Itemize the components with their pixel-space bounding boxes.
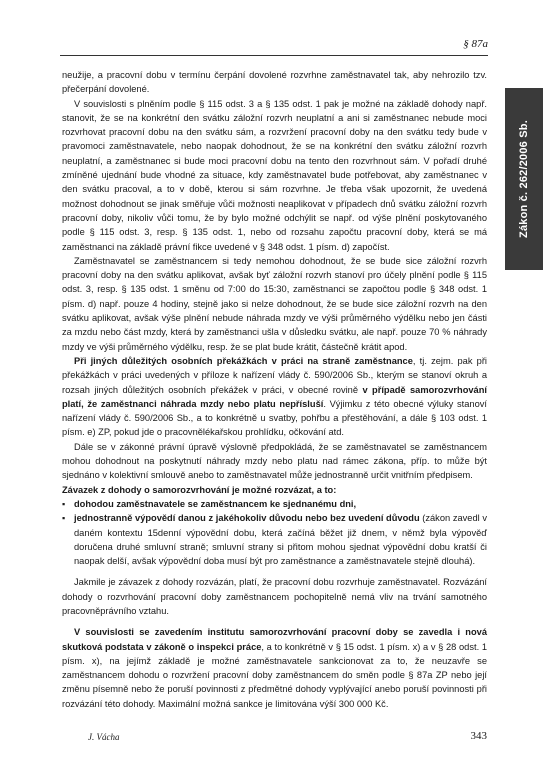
emphasis: Závazek z dohody o samorozvrhování je možné rozvázat, a to:: [62, 484, 337, 495]
list-item: [62, 497, 487, 511]
section-reference: § 87a: [463, 38, 488, 50]
page-number: 343: [470, 730, 487, 742]
law-sidebar-label: Zákon č. 262/2006 Sb.: [518, 120, 530, 238]
list-heading: [62, 483, 487, 497]
paragraph: [62, 354, 487, 440]
paragraph: Jakmile je závazek z dohody rozvázán, platí, že pracovní dobu rozvrhuje zaměstnavatel. Rozvázání dohody o rozvrhování pracovní doby zaměstnancem pochopitelně nemá vliv na trvání samotného pracovněprávního vztahu.: [62, 577, 487, 616]
header-rule: [60, 55, 488, 56]
emphasis: v případě samorozvrhování platí, že zaměstnanci náhrada mzdy nebo platu nepřísluší: [62, 384, 487, 409]
paragraph-text: , tj. zejm. pak při překážkách v práci uvedených v příloze k nařízení vlády č. 590/2006 Sb., kterým se stanoví okruh a rozsah jiných důležitých osobních překážek v práci, v obecné rovině: [62, 355, 487, 395]
paragraph: [62, 625, 487, 711]
termination-list: [62, 497, 487, 568]
paragraph: V souvislosti s plněním podle § 115 odst. 3 a § 135 odst. 1 pak je možné na základě dohody např. stanovit, že se na konkrétní den svátku záložní rozvrh neuplatní a ani si zaměstnanec nebude moci rozvrhovat pracovní dobu na den svátku sám, a rozvržení pracovní doby na den svátku tedy bude v pravomoci zaměstnavatele, nebo naopak dohodnout, že se na konkrétní den svátku záložní rozvrh neuplatní, a zaměstnanec si bude moci pracovní dobu na tento den rozvrhnout sám. V pořadí druhé zmíněné ujednání bude vhodné za situace, kdy zaměstnavatel bude potřebovat, aby zaměstnanec v den svátku pracoval, a to v době, kterou si sám rozvrhne. Je třeba však upozornit, že uvedená možnost dohodnout se jinak směřuje vůči možnosti neaplikovat v případech dnů svátku záložní rozvrh pracovní doby, nikoliv vůči tomu, že by bylo možné odchýlit se např. od výše plnění poskytovaného podle § 115 odst. 3, resp. § 135 odst. 1, nebo od rozsahu započtu pracovní doby, která se má zaměstnanci na základě právní fikce uvedené v § 348 odst. 1 písm. d) započíst.: [62, 98, 487, 252]
list-item-text: (zákon zavedl v daném kontextu 15denní výpovědní dobu, která začíná běžet již dnem, v němž byla výpověď doručena druhé smluvní straně; smluvní strany si přitom mohou sjednat výpovědní dobu kratší či naopak delší, avšak výpovědní doba musí být pro zaměstnance a zaměstnavatele stejně dlouhá).: [74, 513, 487, 567]
paragraph: neužije, a pracovní dobu v termínu čerpání dovolené rozvrhne zaměstnavatel tak, aby nehrozilo tzv. přečerpání dovolené.: [62, 70, 487, 95]
emphasis: V souvislosti se zavedením institutu samorozvrhování pracovní doby se zavedla i nová skutková podstata v zákoně o inspekci práce: [62, 627, 487, 652]
emphasis: jednostranně výpovědí danou z jakéhokoliv důvodu nebo bez uvedení důvodu: [74, 513, 420, 524]
emphasis: dohodou zaměstnavatele se zaměstnancem ke sjednanému dni,: [74, 498, 357, 509]
law-sidebar-tab: [505, 88, 543, 270]
paragraph: Dále se v zákonné právní úpravě výslovně předpokládá, že se zaměstnavatel se zaměstnancem mohou dohodnout na poskytnutí náhrady mzdy nebo platu nad rámec zákona, příp. to může být sjednáno v kolektivní smlouvě anebo to zaměstnavatel může jednostranně určit vnitřním předpisem.: [62, 441, 487, 481]
page-body: [62, 68, 487, 711]
emphasis: Při jiných důležitých osobních překážkách v práci na straně zaměstnance: [74, 355, 413, 366]
paragraph-text: . Výjimku z této obecné výluky stanoví nařízení vlády č. 590/2006 Sb., a to konkrétně u svatby, pohřbu a přestěhování, a dále § 103 odst. 1 písm. e) ZP, pokud jde o pracovnělékařskou prohlídku, očkování atd.: [62, 398, 487, 438]
footer-author: J. Vácha: [88, 732, 120, 742]
paragraph-text: , a to konkrétně v § 15 odst. 1 písm. x) a v § 28 odst. 1 písm. x), na jejímž základě je možné zaměstnavatele sankcionovat za to, že neuzavře se zaměstnancem dohodu o rozvržení pracovní doby zaměstnancem do směn podle § 87a ZP nebo její změnu písemně nebo že poruší povinnosti z předmětné dohody vyplývající anebo poruší povinnosti při rozvázání této dohody. Maximální možná sankce je limitována výší 300 000 Kč.: [62, 641, 487, 709]
paragraph: Zaměstnavatel se zaměstnancem si tedy nemohou dohodnout, že se bude sice záložní rozvrh pracovní doby na den svátku aplikovat, avšak byť záložní rozvrh stanoví pro účely plnění podle § 115 odst. 3, resp. § 135 odst. 1 směnu od 7:00 do 15:30, zaměstnanci se započtou podle § 348 odst. 1 písm. d) např. pouze 4 hodiny, stejně jako si nelze dohodnout, že se bude sice záložní rozvrh na den svátku aplikovat, avšak výše plnění nebude náhrada mzdy ve výši průměrného výdělku nebo jen části za mzdu nebo část mzdy, která by zaměstnanci ušla v důsledku svátku, ale např. pouze 70 % náhrady mzdy ve výši průměrného výdělku, resp. že se plat bude krátit, částečně krátit apod.: [62, 255, 487, 352]
list-item: [62, 511, 487, 568]
